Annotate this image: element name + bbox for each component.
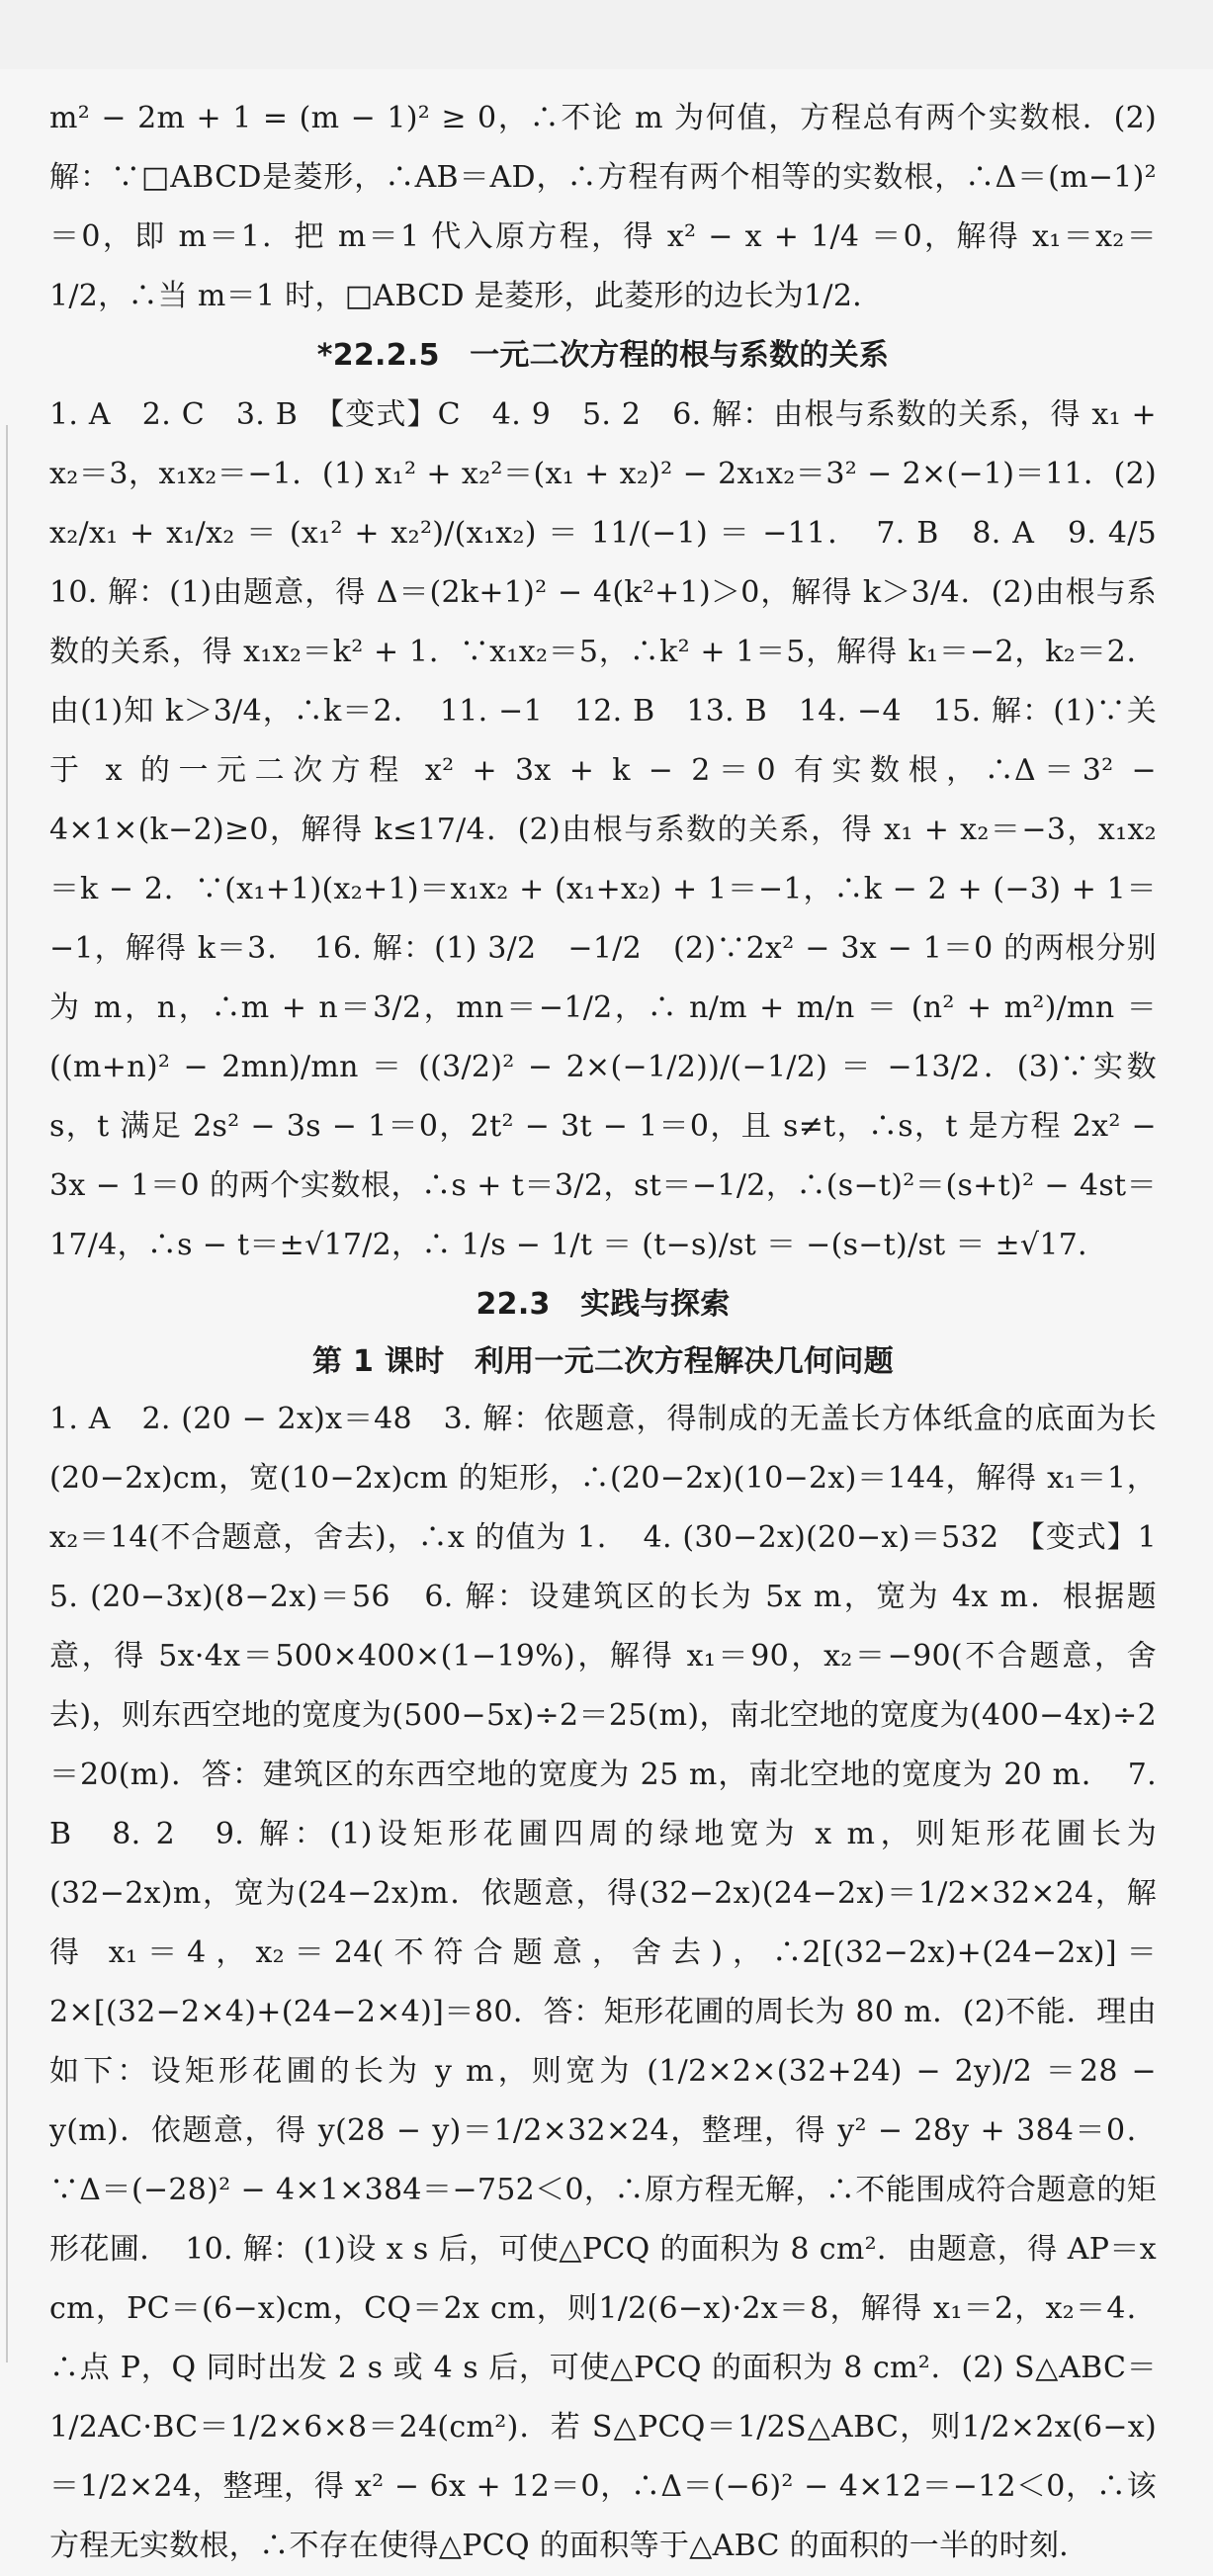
section-heading-22-3: 22.3 实践与探索 — [476, 1287, 731, 1322]
answers-22-3-lesson-1: 1. A 2. (20 − 2x)x＝48 3. 解：依题意，得制成的无盖长方体纸盒的底面为长(20−2x)cm，宽(10−2x)cm 的矩形，∴(20−2x)(10−2x)＝144，解得 x₁＝1，x₂＝14(不合题意，舍去)，∴x 的值为 1． 4. (30−2x)(20−x)＝532 【变式】1 5. (20−3x)(8−2x)＝56 6. 解：设建筑区的长为 5x m，宽为 4x m．根据题意，得 5x·4x＝500×400×(1−19%)，解得 x₁＝90，x₂＝−90(不合题意，舍去)，则东西空地的宽度为(500−5x)÷2＝25(m)，南北空地的宽度为(400−4x)÷2＝20(m)．答：建筑区的东西空地的宽度为 25 m，南北空地的宽度为 20 m． 7. B 8. 2 9. 解：(1)设矩形花圃四周的绿地宽为 x m，则矩形花圃长为(32−2x)m，宽为(24−2x)m．依题意，得(32−2x)(24−2x)＝1/2×32×24，解得 x₁＝4，x₂＝24(不符合题意，舍去)，∴2[(32−2x)+(24−2x)]＝2×[(32−2×4)+(24−2×4)]＝80．答：矩形花圃的周长为 80 m．(2)不能．理由如下：设矩形花圃的长为 y m，则宽为 (1/2×2×(32+24) − 2y)/2 ＝28 − y(m)．依题意，得 y(28 − y)＝1/2×32×24，整理，得 y² − 28y + 384＝0．∵Δ＝(−28)² − 4×1×384＝−752＜0，∴原方程无解，∴不能围成符合题意的矩形花圃． 10. 解：(1)设 x s 后，可使△PCQ 的面积为 8 cm²．由题意，得 AP＝x cm，PC＝(6−x)cm，CQ＝2x cm，则1/2(6−x)·2x＝8，解得 x₁＝2，x₂＝4．∴点 P，Q 同时出发 2 s 或 4 s 后，可使△PCQ 的面积为 8 cm²．(2) S△ABC＝1/2AC·BC＝1/2×6×8＝24(cm²)．若 S△PCQ＝1/2S△ABC，则1/2×2x(6−x)＝1/2×24，整理，得 x² − 6x + 12＝0，∴Δ＝(−6)² − 4×12＝−12＜0，∴该方程无实数根，∴不存在使得△PCQ 的面积等于△ABC 的面积的一半的时刻． — [49, 1402, 1187, 2563]
lesson-title-1: 第 1 课时 利用一元二次方程解决几何问题 — [311, 1344, 895, 1379]
section-heading-22-2-5: *22.2.5 一元二次方程的根与系数的关系 — [316, 338, 890, 373]
intro-paragraph: m² − 2m + 1 = (m − 1)² ≥ 0，∴不论 m 为何值，方程总有两个实数根．(2)解：∵□ABCD是菱形，∴AB＝AD，∴方程有两个相等的实数根，∴Δ＝(m−1)²＝0，即 m＝1．把 m＝1 代入原方程，得 x² − x + 1/4 ＝0，解得 x₁＝x₂＝1/2，∴当 m＝1 时，□ABCD 是菱形，此菱形的边长为1/2． — [49, 101, 1157, 313]
margin-line — [6, 425, 8, 2362]
top-band — [0, 0, 1213, 69]
answers-22-2-5: 1. A 2. C 3. B 【变式】C 4. 9 5. 2 6. 解：由根与系数的关系，得 x₁ + x₂＝3，x₁x₂＝−1．(1) x₁² + x₂²＝(x₁ + x₂)² − 2x₁x₂＝3² − 2×(−1)＝11．(2) x₂/x₁ + x₁/x₂ ＝ (x₁² + x₂²)/(x₁x₂) ＝ 11/(−1) ＝ −11． 7. B 8. A 9. 4/5 10. 解：(1)由题意，得 Δ＝(2k+1)² − 4(k²+1)＞0，解得 k＞3/4．(2)由根与系数的关系，得 x₁x₂＝k² + 1．∵x₁x₂＝5，∴k² + 1＝5，解得 k₁＝−2，k₂＝2．由(1)知 k＞3/4，∴k＝2． 11. −1 12. B 13. B 14. −4 15. 解：(1)∵关于 x 的一元二次方程 x² + 3x + k − 2＝0 有实数根，∴Δ＝3² − 4×1×(k−2)≥0，解得 k≤17/4．(2)由根与系数的关系，得 x₁ + x₂＝−3，x₁x₂＝k − 2．∵(x₁+1)(x₂+1)＝x₁x₂ + (x₁+x₂) + 1＝−1，∴k − 2 + (−3) + 1＝−1，解得 k＝3． 16. 解：(1) 3/2 −1/2 (2)∵2x² − 3x − 1＝0 的两根分别为 m，n，∴m + n＝3/2，mn＝−1/2，∴ n/m + m/n ＝ (n² + m²)/mn ＝ ((m+n)² − 2mn)/mn ＝ ((3/2)² − 2×(−1/2))/(−1/2) ＝ −13/2．(3)∵实数 s，t 满足 2s² − 3s − 1＝0，2t² − 3t − 1＝0，且 s≠t，∴s，t 是方程 2x² − 3x − 1＝0 的两个实数根，∴s + t＝3/2，st＝−1/2，∴(s−t)²＝(s+t)² − 4st＝17/4，∴s − t＝±√17/2，∴ 1/s − 1/t ＝ (t−s)/st ＝ −(s−t)/st ＝ ±√17． — [49, 397, 1187, 1262]
answer-content — [49, 89, 1187, 2576]
